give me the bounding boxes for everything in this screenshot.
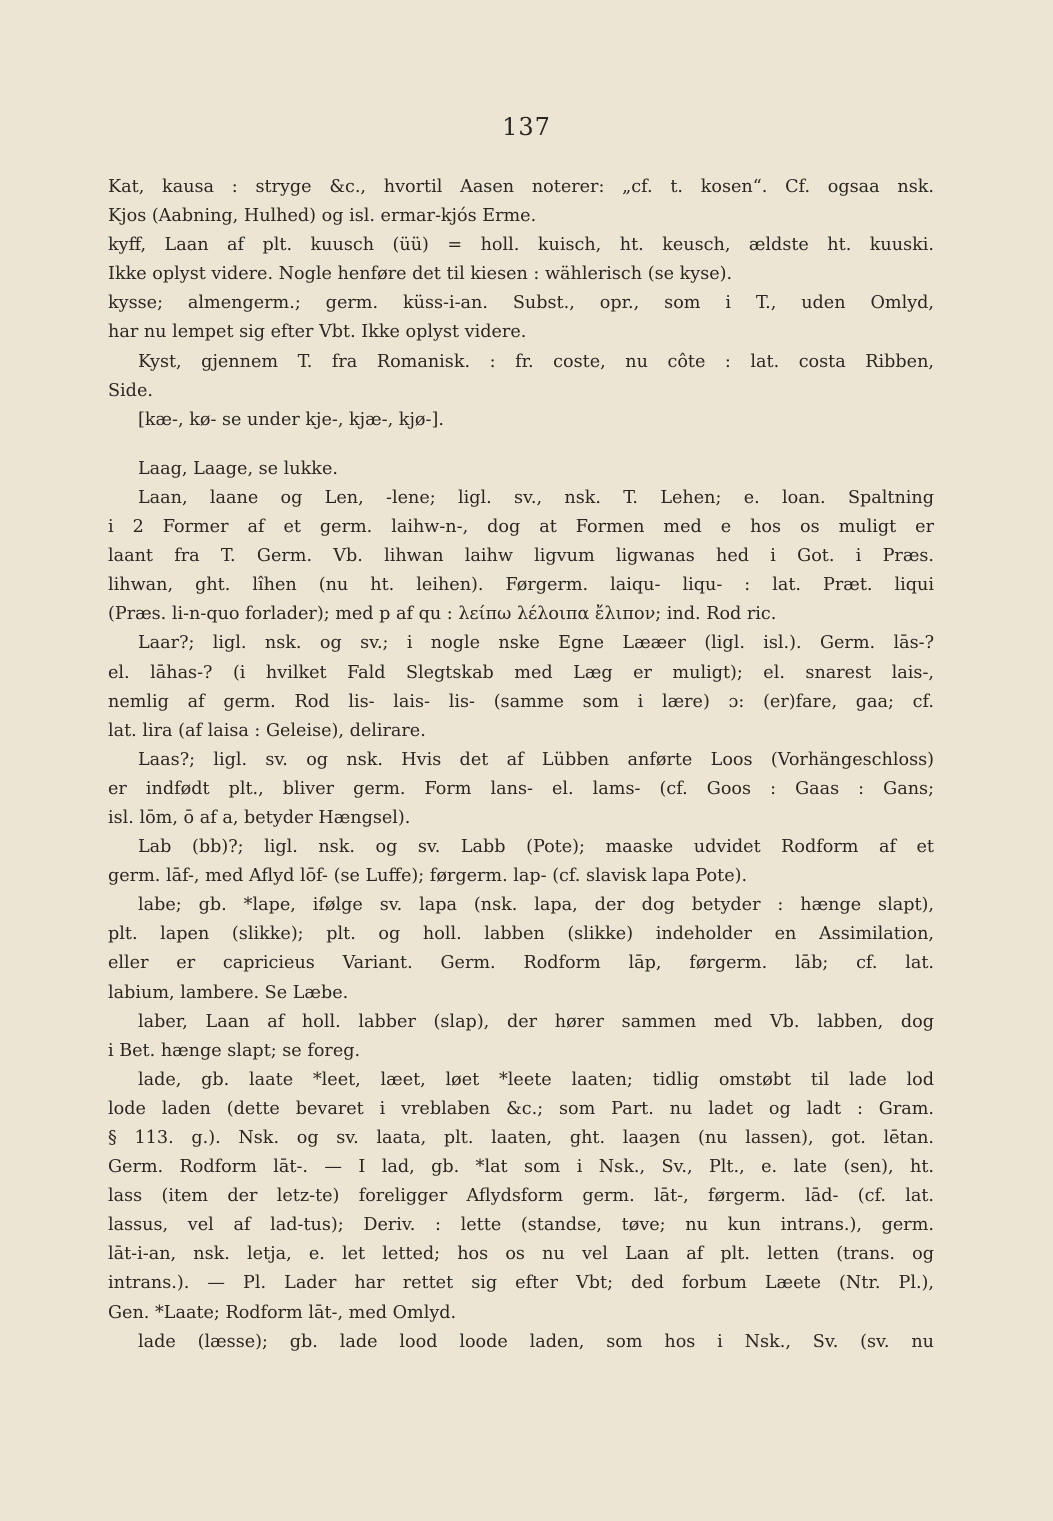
text-line: har nu lempet sig efter Vbt. Ikke oplyst videre. — [108, 322, 527, 343]
text-line: Germ. Rodform lāt-. — I lad, gb. *lat som i Nsk., Sv., Plt., e. late (sen), ht. — [108, 1157, 934, 1178]
text-line: § 113. g.). Nsk. og sv. laata, plt. laaten, ght. laaȝen (nu lassen), got. lētan. — [108, 1128, 934, 1148]
text-line: lade (læsse); gb. lade lood loode laden, som hos i Nsk., Sv. (sv. nu — [138, 1331, 934, 1352]
text-line: eller er capricieus Variant. Germ. Rodform lāp, førgerm. lāb; cf. lat. — [108, 953, 934, 974]
text-line: labium, lambere. Se Læbe. — [108, 982, 349, 1003]
text-line: lassus, vel af lad-tus); Deriv. : lette (standse, tøve; nu kun intrans.), germ. — [108, 1215, 934, 1236]
text-line: intrans.). — Pl. Lader har rettet sig efter Vbt; ded forbum Læete (Ntr. Pl.), — [108, 1273, 934, 1294]
text-line: lihwan, ght. lîhen (nu ht. leihen). Førgerm. laiqu- liqu- : lat. Præt. liqui — [108, 575, 934, 596]
text-line: isl. lōm, ō af a, betyder Hængsel). — [108, 807, 411, 828]
text-line: Lab (bb)?; ligl. nsk. og sv. Labb (Pote); maaske udvidet Rodform af et — [138, 837, 934, 858]
text-line: lat. lira (af laisa : Geleise), delirare. — [108, 720, 426, 741]
text-line: kysse; almengerm.; germ. küss-i-an. Subst., opr., som i T., uden Omlyd, — [108, 293, 934, 314]
text-line: nemlig af germ. Rod lis- lais- lis- (samme som i lære) ɔ: (er)fare, gaa; cf. — [108, 691, 934, 712]
text-line: laant fra T. Germ. Vb. lihwan laihw ligvum ligwanas hed i Got. i Præs. — [108, 546, 934, 567]
text-line: lāt-i-an, nsk. letja, e. let letted; hos os nu vel Laan af plt. letten (trans. og — [108, 1244, 934, 1265]
text-line: i 2 Former af et germ. laihw-n-, dog at Formen med e hos os muligt er — [108, 517, 934, 538]
text-line: Side. — [108, 380, 153, 401]
text-line: [kæ-, kø- se under kje-, kjæ-, kjø-]. — [138, 409, 444, 430]
text-line: labe; gb. *lape, ifølge sv. lapa (nsk. lapa, der dog betyder : hænge slapt), — [138, 895, 934, 916]
text-line: lade, gb. laate *leet, læet, løet *leete laaten; tidlig omstøbt til lade lod — [138, 1069, 934, 1090]
text-line: lass (item der letz-te) foreligger Aflydsform germ. lāt-, førgerm. lād- (cf. lat. — [108, 1186, 934, 1207]
text-line: laber, Laan af holl. labber (slap), der hører sammen med Vb. labben, dog — [138, 1011, 934, 1032]
text-line: (Præs. li-n-quo forlader); med p af qu : λείπω λέλοιπα ἔλιπον; ind. Rod ric. — [108, 604, 777, 625]
text-line: Ikke oplyst videre. Nogle henføre det til kiesen : wählerisch (se kyse). — [108, 264, 733, 285]
text-line: plt. lapen (slikke); plt. og holl. labben (slikke) indeholder en Assimilation, — [108, 924, 934, 945]
text-line: lode laden (dette bevaret i vreblaben &c.; som Part. nu ladet og ladt : Gram. — [108, 1098, 934, 1119]
text-line: Kat, kausa : stryge &c., hvortil Aasen noterer: „cf. t. kosen“. Cf. ogsaa nsk. — [108, 177, 934, 197]
text-line: Laan, laane og Len, -lene; ligl. sv., nsk. T. Lehen; e. loan. Spaltning — [138, 487, 934, 508]
text-line: Gen. *Laate; Rodform lāt-, med Omlyd. — [108, 1302, 457, 1323]
text-line: er indfødt plt., bliver germ. Form lans- el. lams- (cf. Goos : Gaas : Gans; — [108, 778, 934, 799]
text-line: el. lāhas-? (i hvilket Fald Slegtskab med Læg er muligt); el. snarest lais-, — [108, 662, 934, 683]
text-line: Kjos (Aabning, Hulhed) og isl. ermar-kjós Erme. — [108, 206, 537, 227]
text-line: Laas?; ligl. sv. og nsk. Hvis det af Lübben anførte Loos (Vorhängeschloss) — [138, 749, 934, 770]
text-line: i Bet. hænge slapt; se foreg. — [108, 1040, 361, 1061]
text-line: kyff, Laan af plt. kuusch (üü) = holl. kuisch, ht. keusch, ældste ht. kuuski. — [108, 235, 934, 256]
text-line: germ. lāf-, med Aflyd lōf- (se Luffe); førgerm. lap- (cf. slavisk lapa Pote). — [108, 866, 748, 887]
text-line: Laar?; ligl. nsk. og sv.; i nogle nske Egne Lææer (ligl. isl.). Germ. lās-? — [138, 633, 934, 654]
dictionary-text — [108, 173, 934, 1357]
page-number: 137 — [502, 113, 551, 141]
text-line: Laag, Laage, se lukke. — [138, 458, 338, 479]
text-line: Kyst, gjennem T. fra Romanisk. : fr. coste, nu côte : lat. costa Ribben, — [138, 351, 934, 372]
